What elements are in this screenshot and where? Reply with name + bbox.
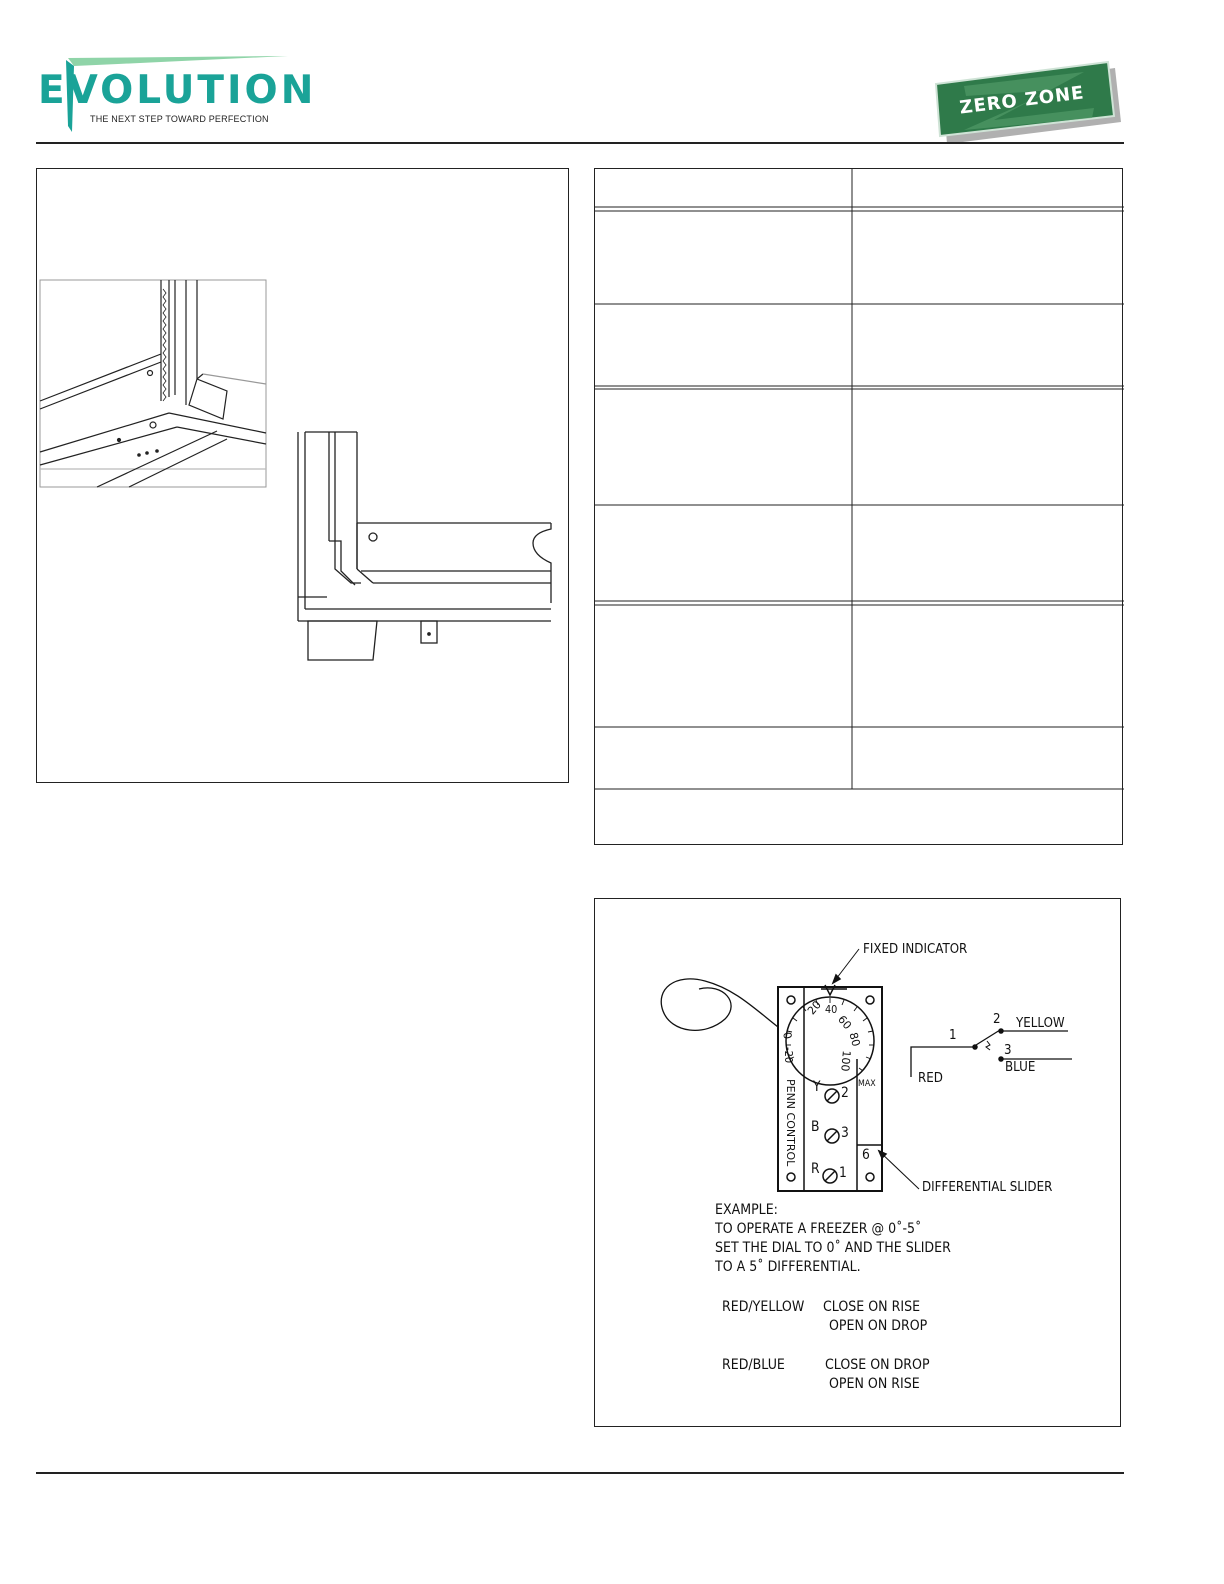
red-yellow-open: OPEN ON DROP	[829, 1318, 928, 1334]
thermostat-diagram	[594, 898, 1121, 1427]
max-label: MAX	[858, 1079, 876, 1089]
dial-number-neg20: -20	[782, 1047, 795, 1064]
footer-divider	[36, 1472, 1124, 1474]
example-block	[715, 1201, 951, 1277]
red-blue-close: CLOSE ON DROP	[825, 1357, 930, 1373]
red-blue-open: OPEN ON RISE	[829, 1376, 920, 1392]
terminal-y-letter: Y	[813, 1079, 821, 1095]
wire-1-label: 1	[949, 1027, 957, 1043]
wire-3-label: 3	[1004, 1042, 1012, 1058]
red-wire-label: RED	[918, 1070, 943, 1086]
blue-wire-label: BLUE	[1005, 1059, 1036, 1075]
wire-2-label: 2	[993, 1011, 1001, 1027]
evolution-logo	[38, 52, 317, 138]
example-line-3: TO A 5˚ DIFFERENTIAL.	[715, 1259, 861, 1275]
example-line-1: TO OPERATE A FREEZER @ 0˚-5˚	[715, 1221, 922, 1237]
dial-number-40: 40	[825, 1003, 838, 1016]
thermostat-drawing	[595, 899, 1122, 1428]
slider-number: 6	[862, 1147, 870, 1163]
example-line-2: SET THE DIAL TO 0˚ AND THE SLIDER	[715, 1240, 951, 1256]
terminal-r-letter: R	[811, 1161, 820, 1177]
red-blue-label: RED/BLUE	[722, 1357, 785, 1373]
zero-zone-logo	[934, 60, 1122, 144]
terminal-b-letter: B	[811, 1119, 820, 1135]
red-yellow-close: CLOSE ON RISE	[823, 1299, 921, 1315]
differential-slider-label: DIFFERENTIAL SLIDER	[922, 1179, 1053, 1195]
spec-table-grid	[595, 169, 1124, 846]
dial-number-20: 20	[805, 998, 824, 1018]
header-divider	[36, 142, 1124, 144]
spec-table	[594, 168, 1123, 845]
yellow-wire-label: YELLOW	[1016, 1015, 1065, 1031]
dial-number-80: 80	[846, 1031, 863, 1048]
brand-tagline: THE NEXT STEP TOWARD PERFECTION	[90, 114, 269, 124]
red-yellow-label: RED/YELLOW	[722, 1299, 805, 1315]
dial-number-60: 60	[835, 1013, 854, 1033]
terminal-r-number: 1	[839, 1165, 847, 1181]
case-corner-figure	[36, 168, 569, 783]
brand-name: EVOLUTION	[38, 68, 317, 113]
dial-number-0: 0	[780, 1031, 795, 1041]
penn-control-label: PENN CONTROL	[784, 1079, 797, 1167]
dial-number-100: 100	[838, 1049, 853, 1072]
example-title: EXAMPLE:	[715, 1202, 778, 1218]
partner-logo-text: ZERO ZONE	[958, 82, 1086, 119]
fixed-indicator-label: FIXED INDICATOR	[863, 941, 968, 957]
case-corner-drawing	[37, 169, 570, 784]
terminal-y-number: 2	[841, 1085, 849, 1101]
terminal-b-number: 3	[841, 1125, 849, 1141]
